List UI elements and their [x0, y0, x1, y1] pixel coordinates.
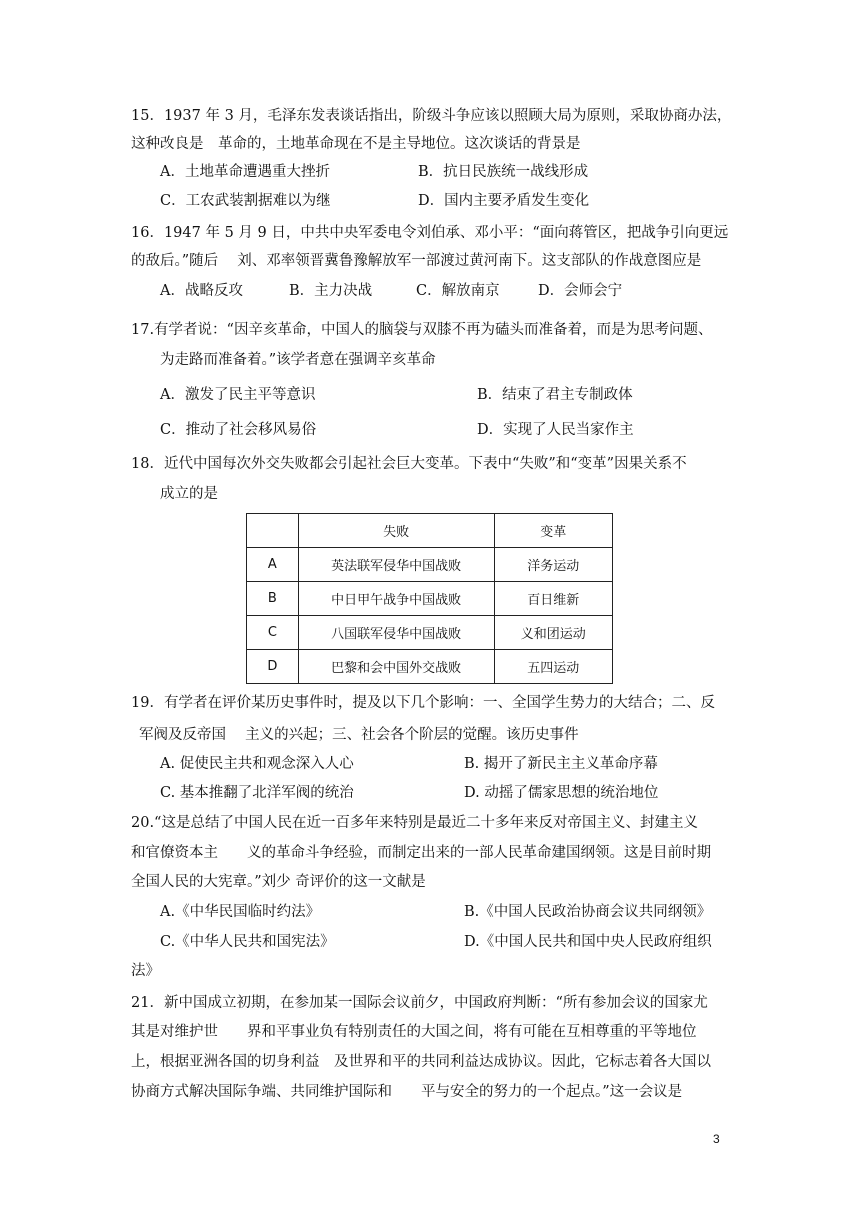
table-cell: 百日维新 — [494, 582, 612, 616]
q15-option-c: C．工农武装割据难以为继 — [160, 193, 331, 209]
q20-option-a: A.《中华民国临时约法》 — [160, 904, 321, 920]
table-cell: 五四运动 — [494, 650, 612, 684]
q16-option-a: A．战略反攻 — [160, 283, 243, 299]
q20-line-1: 20.“这是总结了中国人民在近一百多年来特别是最近二十多年来反对帝国主义、封建主义 — [131, 815, 698, 831]
q20-line-3: 全国人民的大宪章。”刘少 奇评价的这一文献是 — [131, 874, 426, 890]
table-cell: 义和团运动 — [494, 616, 612, 650]
q19-option-b: B. 揭开了新民主主义革命序幕 — [464, 756, 658, 772]
q18-line-2: 成立的是 — [160, 486, 218, 502]
table-cell: 巴黎和会中国外交战败 — [298, 650, 494, 684]
q20-option-d-continuation: 法》 — [131, 963, 160, 979]
q21-line-1: 21．新中国成立初期，在参加某一国际会议前夕，中国政府判断：“所有参加会议的国家尤 — [131, 995, 708, 1011]
q17-line-1: 17.有学者说：“因辛亥革命，中国人的脑袋与双膝不再为磕头而准备着，而是为思考问题、 — [131, 322, 713, 338]
table-cell: A — [247, 548, 299, 582]
q21-line-4: 协商方式解决国际争端、共同维护国际和 平与安全的努力的一个起点。”这一会议是 — [131, 1084, 683, 1100]
q17-option-a: A．激发了民主平等意识 — [160, 387, 316, 403]
table-row — [247, 548, 613, 582]
q15-option-b: B．抗日民族统一战线形成 — [418, 164, 589, 180]
q21-line-3: 上，根据亚洲各国的切身利益 及世界和平的共同利益达成协议。因此，它标志着各大国以 — [131, 1054, 711, 1070]
q16-line-2: 的敌后。”随后 刘、邓率领晋冀鲁豫解放军一部渡过黄河南下。这支部队的作战意图应是 — [131, 253, 702, 269]
q16-option-c: C．解放南京 — [416, 283, 500, 299]
q15-option-d: D．国内主要矛盾发生变化 — [418, 193, 590, 209]
table-header-cell: 变革 — [494, 514, 612, 548]
table-cell: 英法联军侵华中国战败 — [298, 548, 494, 582]
table-row — [247, 582, 613, 616]
q20-option-d: D.《中国人民共和国中央人民政府组织 — [464, 934, 712, 950]
q15-line-1: 15．1937 年 3 月，毛泽东发表谈话指出，阶级斗争应该以照顾大局为原则，采取协商办法， — [131, 108, 732, 124]
q20-option-b: B.《中国人民政治协商会议共同纲领》 — [464, 904, 712, 920]
table-header-cell: 失败 — [298, 514, 494, 548]
q19-option-c: C. 基本推翻了北洋军阀的统治 — [160, 785, 354, 801]
table-cell: 八国联军侵华中国战败 — [298, 616, 494, 650]
table-cell: 洋务运动 — [494, 548, 612, 582]
q16-option-b: B．主力决战 — [289, 283, 373, 299]
q15-option-a: A．土地革命遭遇重大挫折 — [160, 164, 330, 180]
q20-option-c: C.《中华人民共和国宪法》 — [160, 934, 335, 950]
q18-table — [246, 513, 613, 684]
q17-option-b: B．结束了君主专制政体 — [477, 387, 633, 403]
q17-option-d: D．实现了人民当家作主 — [477, 422, 634, 438]
q19-line-1: 19．有学者在评价某历史事件时，提及以下几个影响：一、全国学生势力的大结合；二、反 — [131, 695, 715, 711]
q21-line-2: 其是对维护世 界和平事业负有特别责任的大国之间，将有可能在互相尊重的平等地位 — [131, 1024, 697, 1040]
q17-option-c: C．推动了社会移风易俗 — [160, 422, 317, 438]
q15-line-2: 这种改良是 革命的，土地革命现在不是主导地位。这次谈话的背景是 — [131, 136, 581, 152]
table-cell: C — [247, 616, 299, 650]
table-cell: D — [247, 650, 299, 684]
table-cell: 中日甲午战争中国战败 — [298, 582, 494, 616]
q19-option-d: D. 动摇了儒家思想的统治地位 — [464, 785, 659, 801]
table-cell: B — [247, 582, 299, 616]
q19-option-a: A. 促使民主共和观念深入人心 — [160, 756, 354, 772]
q20-line-2: 和官僚资本主 义的革命斗争经验，而制定出来的一部人民革命建国纲领。这是目前时期 — [131, 845, 711, 861]
q19-line-2: 军阀及反帝国 主义的兴起；三、社会各个阶层的觉醒。该历史事件 — [139, 727, 579, 743]
table-header-cell — [247, 514, 299, 548]
q16-line-1: 16．1947 年 5 月 9 日，中共中央军委电令刘伯承、邓小平：“面向蒋管区，把战争引向更远 — [131, 225, 729, 241]
page-number: 3 — [713, 1132, 720, 1146]
table-row — [247, 650, 613, 684]
q18-line-1: 18．近代中国每次外交失败都会引起社会巨大变革。下表中“失败”和“变革”因果关系不 — [131, 456, 687, 472]
table-row — [247, 616, 613, 650]
table-header-row — [247, 514, 613, 548]
q16-option-d: D．会师会宁 — [538, 283, 623, 299]
q17-line-2: 为走路而准备着。”该学者意在强调辛亥革命 — [160, 352, 436, 368]
